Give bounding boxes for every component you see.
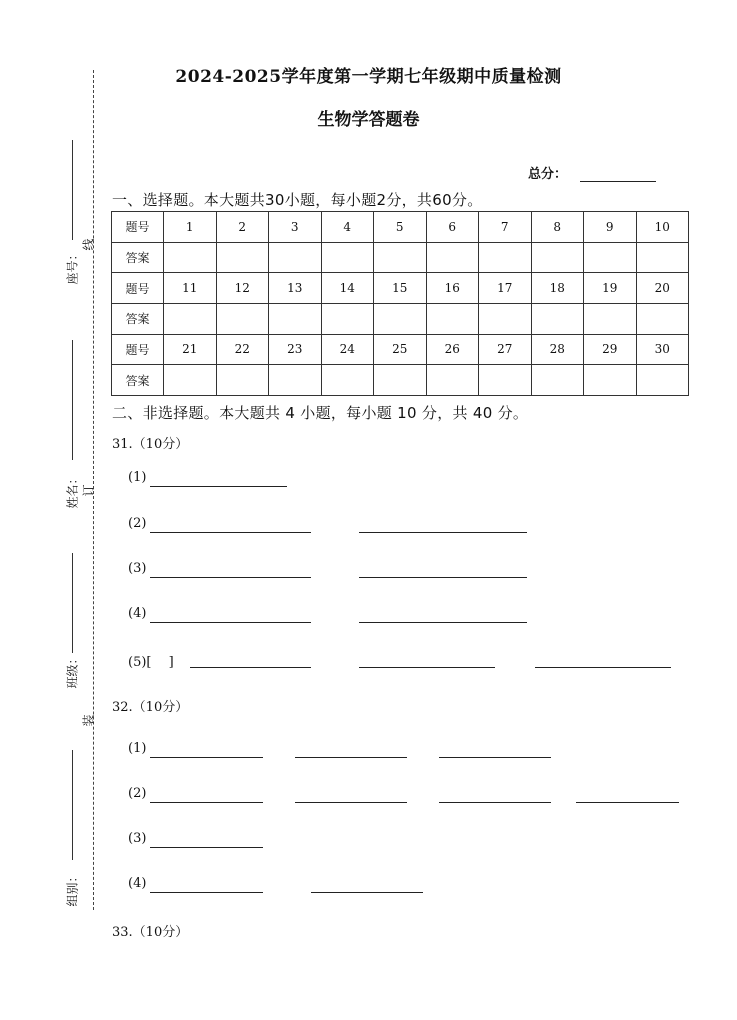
question-number-cell: 30 — [636, 334, 689, 365]
section-choice-heading: 一、选择题。本大题共30小题，每小题2分，共60分。 — [112, 191, 483, 209]
question-number-cell: 4 — [321, 212, 374, 243]
q32-blank-4b[interactable] — [311, 892, 423, 893]
question-number-cell: 6 — [426, 212, 479, 243]
q32-blank-2a[interactable] — [150, 802, 263, 803]
row-label-answer: 答案 — [112, 242, 164, 273]
row-label-number: 题号 — [112, 212, 164, 243]
question-number-cell: 10 — [636, 212, 689, 243]
table-row-answers — [112, 242, 689, 273]
question-number-cell: 12 — [216, 273, 269, 304]
total-score-label: 总分： — [528, 167, 568, 182]
question-number-cell: 25 — [374, 334, 427, 365]
q32-label-3: (3) — [128, 831, 147, 846]
question-number-cell: 29 — [584, 334, 637, 365]
answer-cell[interactable] — [164, 365, 217, 396]
q31-title: 31.（10分） — [112, 437, 189, 452]
name-line — [72, 340, 73, 460]
q32-label-4: (4) — [128, 876, 147, 891]
ding-mark: 订 — [81, 484, 96, 497]
q31-blank-2a[interactable] — [150, 532, 311, 533]
section-nonchoice-heading: 二、非选择题。本大题共 4 小题，每小题 10 分，共 40 分。 — [112, 404, 529, 422]
answer-cell[interactable] — [584, 242, 637, 273]
answer-cell[interactable] — [216, 365, 269, 396]
page-title: 2024-2025学年度第一学期七年级期中质量检测 — [175, 67, 562, 87]
page-subtitle: 生物学答题卷 — [317, 110, 420, 130]
answer-cell[interactable] — [374, 303, 427, 334]
q32-blank-2b[interactable] — [295, 802, 407, 803]
q32-blank-3a[interactable] — [150, 847, 263, 848]
answer-cell[interactable] — [374, 365, 427, 396]
q31-blank-5c[interactable] — [535, 667, 671, 668]
q31-blank-5a[interactable] — [190, 667, 311, 668]
answer-cell[interactable] — [479, 242, 532, 273]
q32-blank-4a[interactable] — [150, 892, 263, 893]
answer-cell[interactable] — [426, 365, 479, 396]
table-row-numbers — [112, 273, 689, 304]
question-number-cell: 24 — [321, 334, 374, 365]
question-number-cell: 9 — [584, 212, 637, 243]
q31-label-1: (1) — [128, 470, 147, 485]
question-number-cell: 7 — [479, 212, 532, 243]
seat-label: 座号： — [65, 248, 80, 285]
q31-blank-5b[interactable] — [359, 667, 495, 668]
q32-label-1: (1) — [128, 741, 147, 756]
question-number-cell: 22 — [216, 334, 269, 365]
q33-title: 33.（10分） — [112, 925, 189, 940]
zhuang-mark: 装 — [81, 714, 96, 727]
answer-cell[interactable] — [426, 242, 479, 273]
question-number-cell: 15 — [374, 273, 427, 304]
answer-cell[interactable] — [269, 303, 322, 334]
q31-blank-4a[interactable] — [150, 622, 311, 623]
q31-label-2: (2) — [128, 516, 147, 531]
seat-line — [72, 140, 73, 240]
answer-cell[interactable] — [216, 242, 269, 273]
answer-cell[interactable] — [531, 303, 584, 334]
question-number-cell: 18 — [531, 273, 584, 304]
table-row-numbers — [112, 212, 689, 243]
class-line — [72, 553, 73, 653]
question-number-cell: 1 — [164, 212, 217, 243]
answer-cell[interactable] — [374, 242, 427, 273]
name-label: 姓名： — [65, 472, 80, 509]
q32-blank-1b[interactable] — [295, 757, 407, 758]
question-number-cell: 2 — [216, 212, 269, 243]
question-number-cell: 23 — [269, 334, 322, 365]
q31-blank-1a[interactable] — [150, 486, 287, 487]
answer-cell[interactable] — [584, 303, 637, 334]
q32-title: 32.（10分） — [112, 700, 189, 715]
answer-cell[interactable] — [479, 303, 532, 334]
answer-cell[interactable] — [584, 365, 637, 396]
answer-cell[interactable] — [636, 242, 689, 273]
q31-label-3: (3) — [128, 561, 147, 576]
answer-cell[interactable] — [636, 303, 689, 334]
answer-cell[interactable] — [531, 242, 584, 273]
answer-cell[interactable] — [216, 303, 269, 334]
table-row-numbers — [112, 334, 689, 365]
answer-cell[interactable] — [321, 365, 374, 396]
xian-mark: 线 — [81, 238, 96, 251]
answer-cell[interactable] — [636, 365, 689, 396]
q31-label-4: (4) — [128, 606, 147, 621]
row-label-number: 题号 — [112, 334, 164, 365]
question-number-cell: 8 — [531, 212, 584, 243]
answer-cell[interactable] — [321, 303, 374, 334]
row-label-answer: 答案 — [112, 303, 164, 334]
q32-label-2: (2) — [128, 786, 147, 801]
q32-blank-2c[interactable] — [439, 802, 551, 803]
answer-cell[interactable] — [479, 365, 532, 396]
question-number-cell: 17 — [479, 273, 532, 304]
question-number-cell: 20 — [636, 273, 689, 304]
question-number-cell: 19 — [584, 273, 637, 304]
question-number-cell: 5 — [374, 212, 427, 243]
total-score-blank[interactable] — [580, 181, 656, 182]
question-number-cell: 21 — [164, 334, 217, 365]
answer-cell[interactable] — [164, 303, 217, 334]
table-row-answers — [112, 365, 689, 396]
row-label-number: 题号 — [112, 273, 164, 304]
group-line — [72, 750, 73, 860]
table-row-answers — [112, 303, 689, 334]
answer-cell[interactable] — [164, 242, 217, 273]
answer-cell[interactable] — [321, 242, 374, 273]
question-number-cell: 26 — [426, 334, 479, 365]
q32-blank-2d[interactable] — [576, 802, 679, 803]
answer-cell[interactable] — [269, 365, 322, 396]
q31-blank-3b[interactable] — [359, 577, 527, 578]
answer-cell[interactable] — [269, 242, 322, 273]
question-number-cell: 13 — [269, 273, 322, 304]
q31-blank-4b[interactable] — [359, 622, 527, 623]
group-label: 组别： — [65, 870, 80, 907]
q31-blank-2b[interactable] — [359, 532, 527, 533]
row-label-answer: 答案 — [112, 365, 164, 396]
q32-blank-1c[interactable] — [439, 757, 551, 758]
question-number-cell: 11 — [164, 273, 217, 304]
question-number-cell: 28 — [531, 334, 584, 365]
q31-label-5: (5)[ ] — [128, 655, 174, 670]
q32-blank-1a[interactable] — [150, 757, 263, 758]
answer-table — [111, 211, 689, 396]
question-number-cell: 27 — [479, 334, 532, 365]
class-label: 班级： — [65, 652, 80, 689]
answer-cell[interactable] — [426, 303, 479, 334]
question-number-cell: 3 — [269, 212, 322, 243]
question-number-cell: 16 — [426, 273, 479, 304]
question-number-cell: 14 — [321, 273, 374, 304]
answer-cell[interactable] — [531, 365, 584, 396]
q31-blank-3a[interactable] — [150, 577, 311, 578]
